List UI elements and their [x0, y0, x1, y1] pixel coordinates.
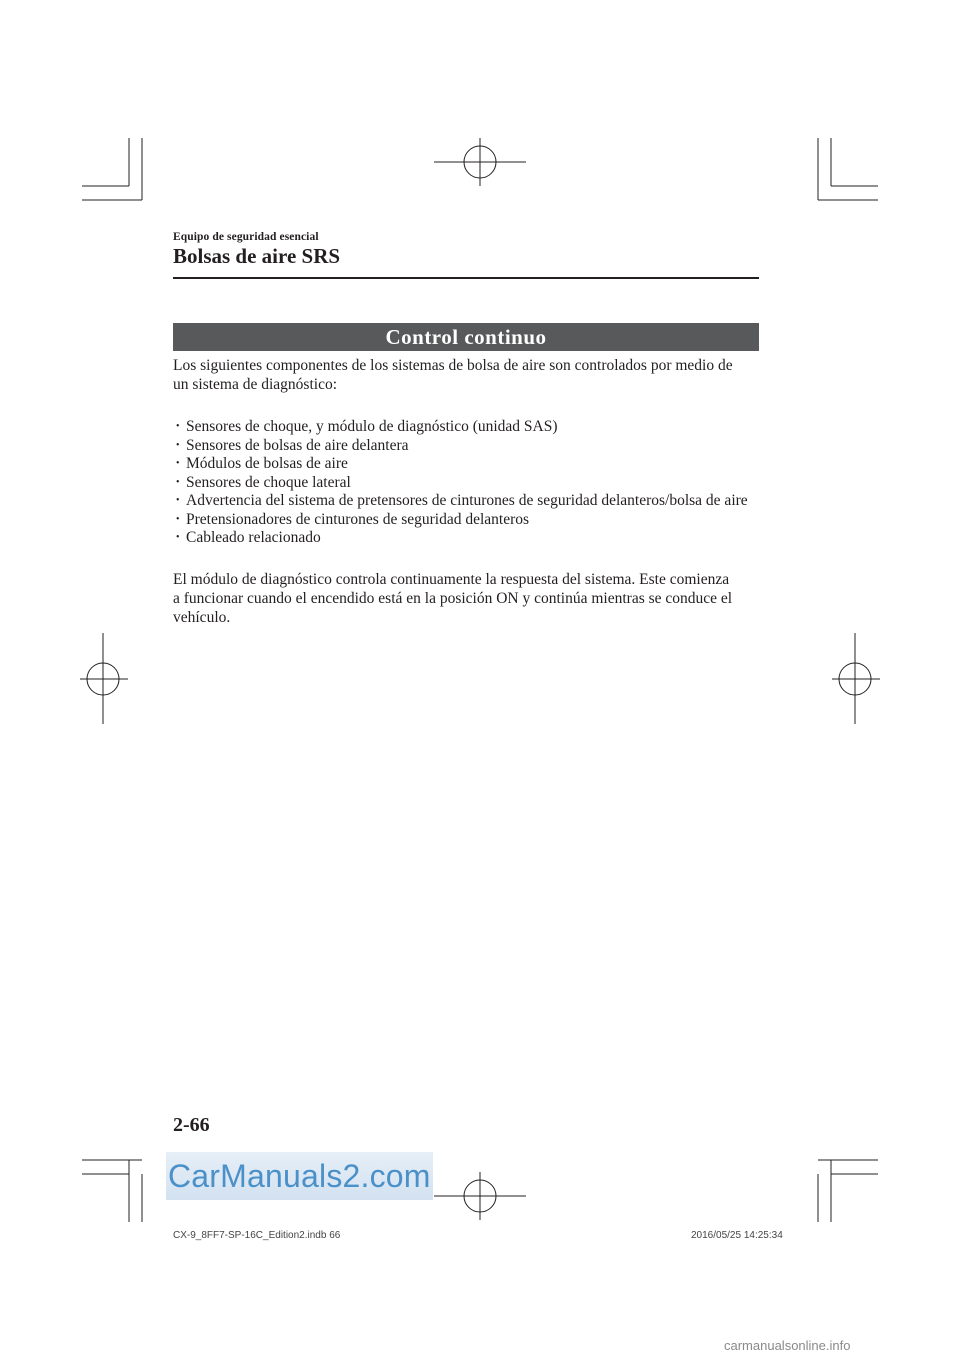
- list-item-text: Sensores de choque, y módulo de diagnóstico (unidad SAS): [186, 418, 558, 435]
- list-item-text: Advertencia del sistema de pretensores de cinturones de seguridad delanteros/bolsa de aire: [186, 492, 748, 509]
- list-item-text: Sensores de choque lateral: [186, 473, 351, 491]
- list-item: [176, 474, 748, 493]
- chapter-divider: [173, 277, 759, 279]
- bullet-icon: •: [176, 458, 180, 469]
- list-item-text: Pretensionadores de cinturones de seguridad delanteros: [186, 510, 530, 528]
- print-file-info: CX-9_8FF7-SP-16C_Edition2.indb 66: [173, 1230, 341, 1241]
- list-item: [176, 437, 748, 456]
- bullet-icon: •: [176, 513, 180, 525]
- intro-line: un sistema de diagnóstico:: [173, 376, 338, 393]
- section-heading: Control continuo: [173, 323, 759, 351]
- bullet-icon: •: [176, 421, 180, 432]
- list-item: [176, 455, 748, 474]
- bullet-icon: •: [176, 495, 180, 506]
- list-item: [176, 418, 748, 437]
- site-watermark: carmanualsonline.info: [724, 1338, 851, 1353]
- closing-line: a funcionar cuando el encendido está en la posición ON y continúa mientras se conduce el: [173, 590, 733, 607]
- component-list: [176, 418, 748, 548]
- list-item-text: Sensores de bolsas de aire delantera: [186, 436, 409, 454]
- list-item-text: Cableado relacionado: [186, 529, 321, 546]
- section-label: Equipo de seguridad esencial: [173, 231, 319, 243]
- watermark-logo: CarManuals2.com: [166, 1152, 433, 1200]
- page-number: 2-66: [173, 1114, 210, 1136]
- bullet-icon: •: [176, 439, 180, 451]
- closing-paragraph: [173, 570, 773, 627]
- intro-line: Los siguientes componentes de los sistemas de bolsa de aire son controlados por medio de: [173, 357, 733, 374]
- closing-line: El módulo de diagnóstico controla continuamente la respuesta del sistema. Este comienza: [173, 571, 730, 588]
- list-item: [176, 511, 748, 530]
- closing-line: vehículo.: [173, 609, 231, 626]
- list-item: [176, 492, 748, 511]
- list-item-text: Módulos de bolsas de aire: [186, 455, 348, 472]
- bullet-icon: •: [176, 476, 180, 488]
- chapter-title: Bolsas de aire SRS: [173, 244, 341, 268]
- bullet-icon: •: [176, 532, 180, 543]
- print-timestamp: 2016/05/25 14:25:34: [691, 1230, 783, 1241]
- list-item: [176, 529, 748, 548]
- intro-paragraph: [173, 356, 773, 394]
